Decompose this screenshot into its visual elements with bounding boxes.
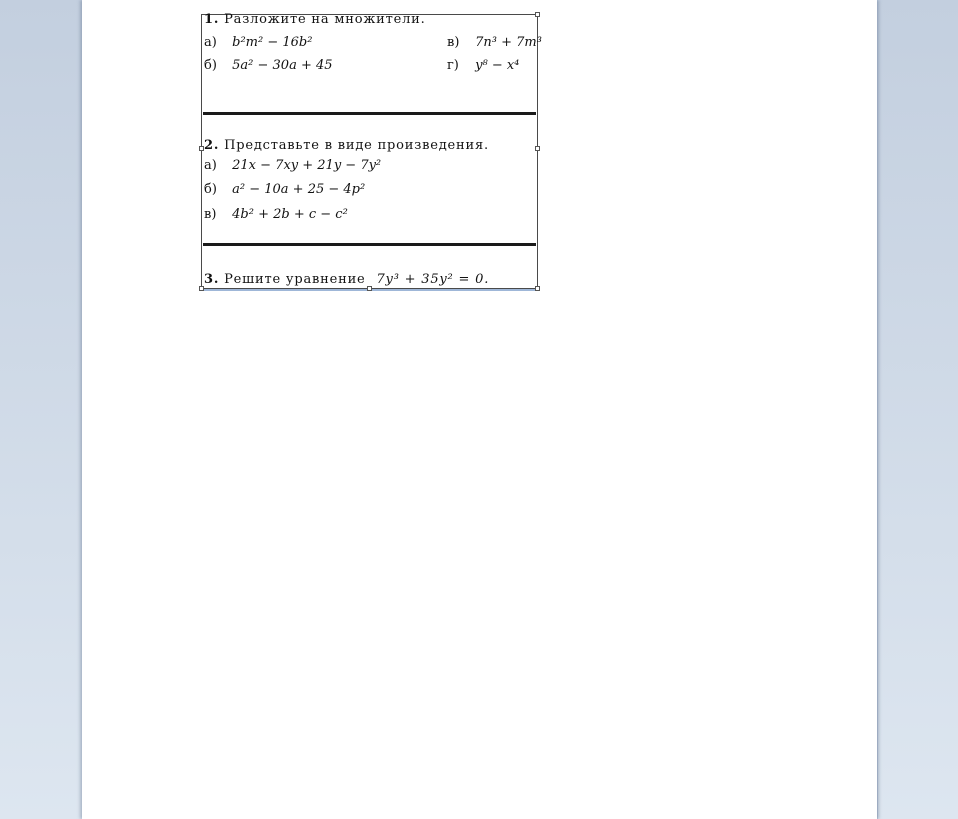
document-page[interactable] (82, 0, 877, 819)
task1-heading (204, 12, 426, 27)
task3-number: 3. (204, 272, 220, 287)
task2-heading (204, 138, 489, 153)
task1-item-g (447, 58, 519, 73)
task3-title: Решите уравнение (224, 272, 366, 287)
separator-line (203, 243, 536, 246)
item-expression: 7n³ + 7m³ (475, 35, 542, 50)
resize-handle-bottom-middle[interactable] (367, 286, 372, 291)
item-expression: 4b² + 2b + c − c² (232, 207, 348, 222)
selected-picture[interactable] (201, 12, 542, 289)
task1-item-a (204, 35, 312, 50)
task3-heading (204, 272, 489, 287)
item-expression: a² − 10a + 25 − 4p² (232, 182, 366, 197)
item-expression: 5a² − 30a + 45 (232, 58, 333, 73)
item-label: б) (204, 58, 217, 73)
workspace-left-margin (0, 0, 82, 819)
item-expression: 21x − 7xy + 21y − 7y² (232, 158, 382, 173)
task2-item-a (204, 158, 381, 173)
task3-expression: 7y³ + 35y² = 0. (376, 272, 490, 287)
separator-line (203, 112, 536, 115)
resize-handle-middle-right[interactable] (535, 146, 540, 151)
item-label: в) (447, 35, 460, 50)
task1-title: Разложите на множители. (224, 12, 426, 27)
task2-title: Представьте в виде произведения. (224, 138, 489, 153)
task2-number: 2. (204, 138, 220, 153)
task1-number: 1. (204, 12, 220, 27)
workspace-right-margin (878, 0, 958, 819)
resize-handle-bottom-right[interactable] (535, 286, 540, 291)
resize-handle-middle-left[interactable] (199, 146, 204, 151)
item-label: г) (447, 58, 459, 73)
task2-item-v (204, 207, 348, 222)
task1-item-b (204, 58, 333, 73)
task1-item-v (447, 35, 542, 50)
item-label: в) (204, 207, 217, 222)
resize-handle-bottom-left[interactable] (199, 286, 204, 291)
item-expression: b²m² − 16b² (232, 35, 313, 50)
resize-handle-top-right[interactable] (535, 12, 540, 17)
item-expression: y⁸ − x⁴ (475, 58, 520, 73)
item-label: а) (204, 158, 217, 173)
item-label: а) (204, 35, 217, 50)
item-label: б) (204, 182, 217, 197)
task2-item-b (204, 182, 365, 197)
